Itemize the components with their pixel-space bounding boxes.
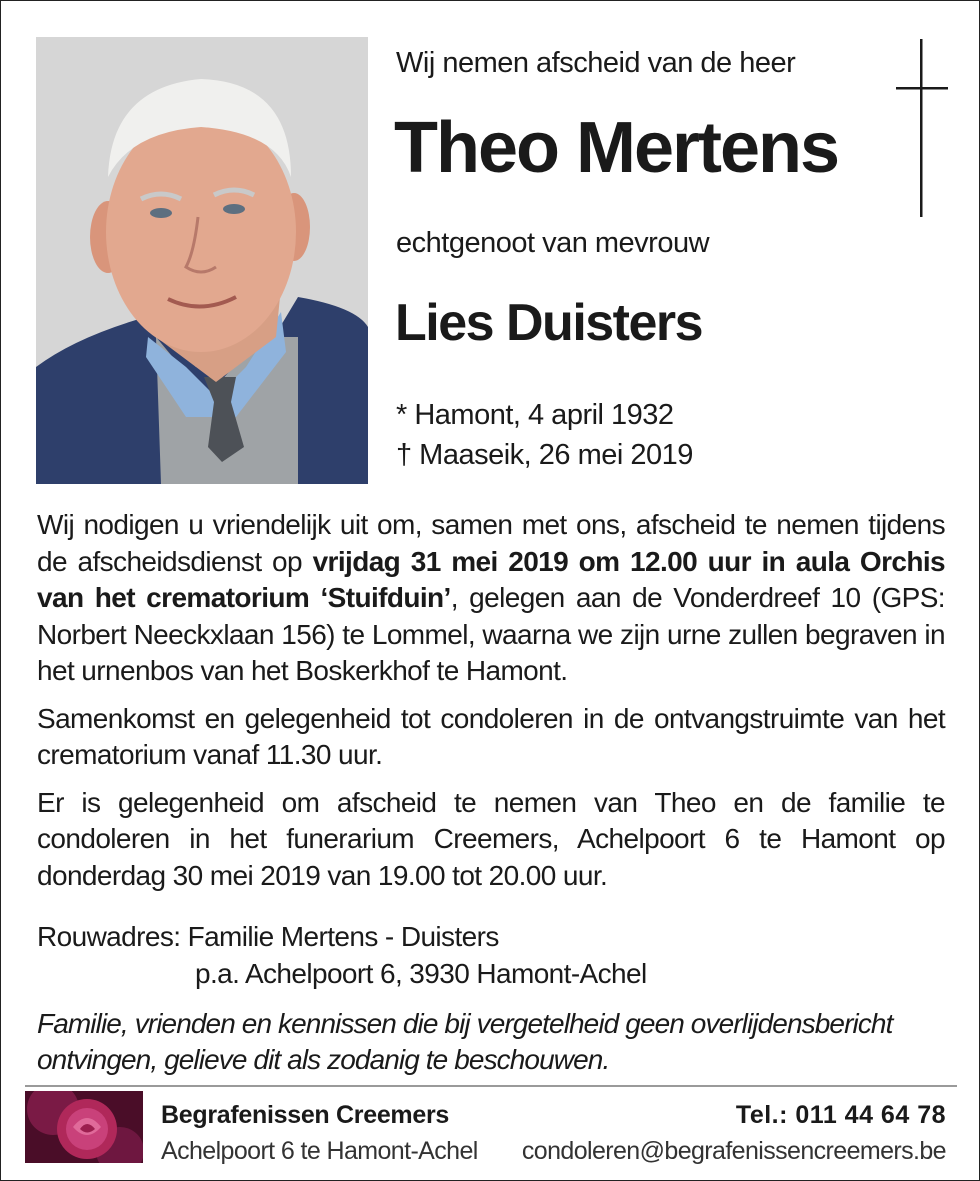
footer-divider bbox=[25, 1085, 957, 1087]
ceremony-details bbox=[37, 507, 945, 905]
ceremony-text-start: Wij nodigen u vriendelijk uit om, samen met ons, afscheid te nemen tijdens de afscheidsdienst op bbox=[37, 509, 945, 577]
address-line-1: Rouwadres: Familie Mertens - Duisters bbox=[37, 921, 499, 952]
notice-intro: Wij nemen afscheid van de heer bbox=[396, 47, 796, 79]
ceremony-text-end: , gelegen aan de Vonderdreef 10 (GPS: Norbert Neeckxlaan 156) te Lommel, waarna we zijn urne zullen begraven in het urnenbos van het Boskerkhof te Hamont. bbox=[37, 582, 945, 686]
deceased-name: Theo Mertens bbox=[394, 108, 839, 188]
ceremony-time-location: vrijdag 31 mei 2019 om 12.00 uur in aula Orchis van het crematorium ‘Stuifduin’ bbox=[37, 545, 946, 613]
rose-image bbox=[25, 1091, 143, 1163]
spouse-name: Lies Duisters bbox=[395, 294, 703, 352]
cross-icon bbox=[896, 39, 948, 217]
mourning-address bbox=[37, 919, 647, 992]
address-line-2: p.a. Achelpoort 6, 3930 Hamont-Achel bbox=[195, 957, 647, 989]
funeral-home-email[interactable]: condoleren@begrafenissencreemers.be bbox=[521, 1137, 946, 1165]
gathering-paragraph: Samenkomst en gelegenheid tot condoleren in de ontvangstruimte van het crematorium vanaf 11.30 uur. bbox=[37, 702, 945, 770]
portrait-photo bbox=[36, 37, 368, 484]
funeral-home-name: Begrafenissen Creemers bbox=[161, 1101, 449, 1129]
spouse-intro: echtgenoot van mevrouw bbox=[396, 227, 710, 259]
closing-note: Familie, vrienden en kennissen die bij vergetelheid geen overlijdensbericht ontvingen, gelieve dit als zodanig te beschouwen. bbox=[37, 1008, 893, 1075]
ceremony-paragraph bbox=[37, 507, 945, 690]
funeral-home-phone: Tel.: 011 44 64 78 bbox=[735, 1101, 946, 1129]
birth-line: * Hamont, 4 april 1932 bbox=[396, 399, 674, 431]
funeral-home-address: Achelpoort 6 te Hamont-Achel bbox=[161, 1137, 478, 1165]
viewing-paragraph: Er is gelegenheid om afscheid te nemen van Theo en de familie te condoleren in het funerarium Creemers, Achelpoort 6 te Hamont op donderdag 30 mei 2019 van 19.00 tot 20.00 uur. bbox=[37, 786, 945, 891]
death-line: † Maaseik, 26 mei 2019 bbox=[396, 439, 693, 471]
